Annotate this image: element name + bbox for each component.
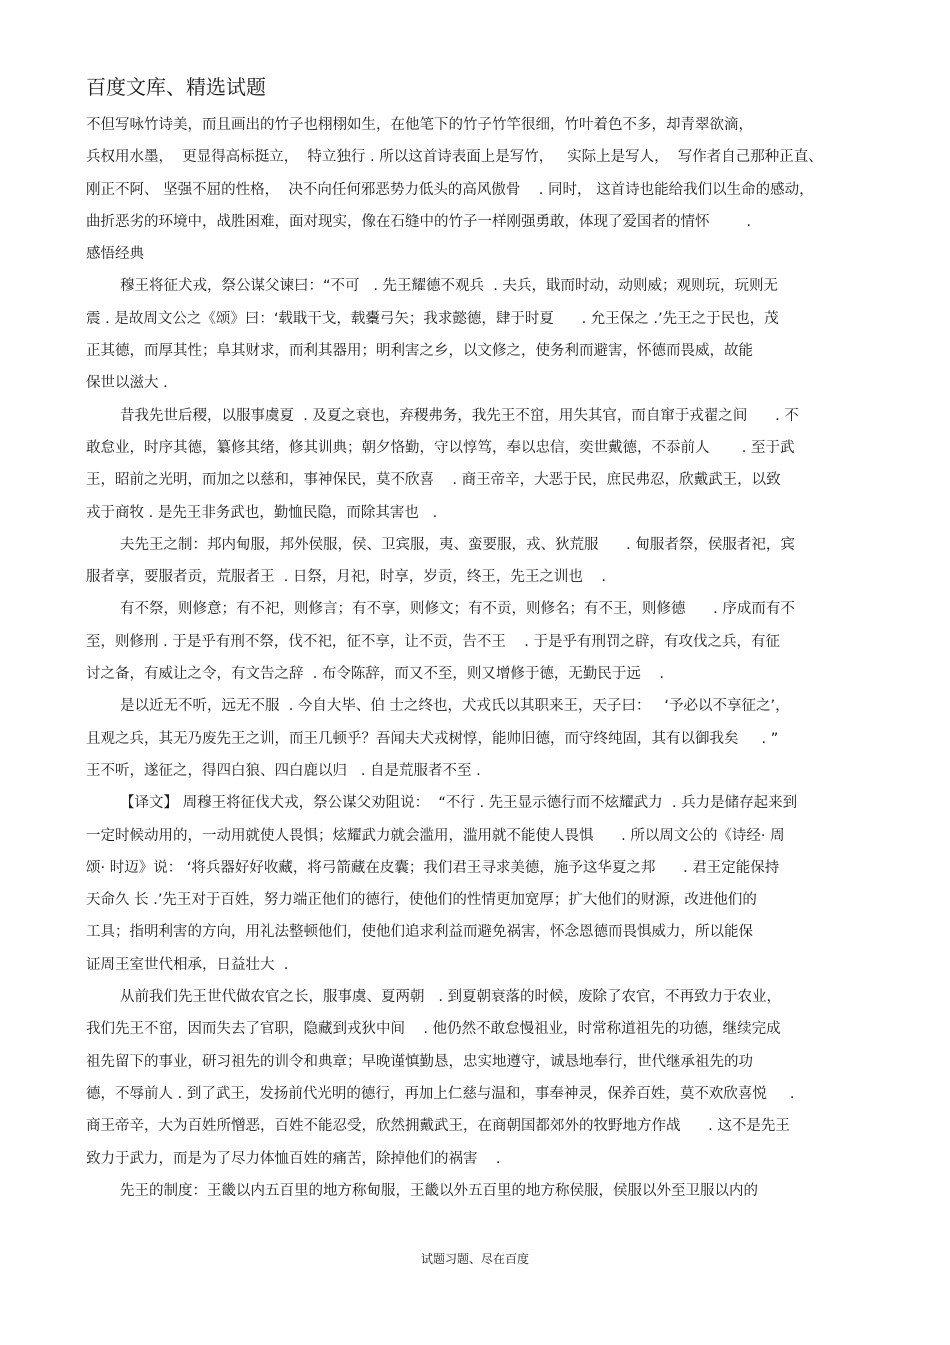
text-line: 夫先王之制：邦内甸服，邦外侯服，侯、卫宾服，夷、蛮要服，戎、狄荒服 . 甸服者祭，侯服者祀，宾 — [120, 536, 795, 553]
text-line: 穆王将征犬戎，祭公谋父谏曰：“不可 . 先王耀德不观兵 . 夫兵，戢而时动，动则威；观则玩，玩则无 — [120, 278, 778, 295]
text-line: 证周王室世代相承，日益壮大 . — [86, 956, 289, 973]
text-line: 讨之备，有威让之令，有文告之辞 . 布令陈辞，而又不至，则又增修于德，无勤民于远 . — [86, 666, 664, 683]
text-line: 服者享，要服者贡，荒服者王 . 日祭，月祀，时享，岁贡，终王，先王之训也 . — [86, 569, 606, 586]
text-line: 【译文】 周穆王将征伐犬戎，祭公谋父劝阻说： “不行 . 先王显示德行而不炫耀武力 . 兵力是储存起来到 — [120, 795, 798, 812]
text-line: 保世以滋大 . — [86, 375, 168, 392]
text-line: 一定时候动用的，一动用就使人畏惧；炫耀武力就会滥用，滥用就不能使人畏惧 . 所以周文公的《诗经· 周 — [86, 827, 785, 844]
text-line: 敢怠业，时序其德，纂修其绪，修其训典；朝夕恪勤，守以惇笃，奉以忠信，奕世戴德，不忝前人 . 至于武 — [86, 439, 795, 456]
text-line: 天命久 长 .’先王对于百姓，努力端正他们的德行，使他们的性情更加宽厚；扩大他们的财源，改进他们的 — [86, 892, 757, 909]
text-line: 先王的制度：王畿以内五百里的地方称甸服，王畿以外五百里的地方称侯服，侯服以外至卫服以内的 — [120, 1182, 758, 1199]
text-line: 刚正不阿、 坚强不屈的性格， 决不向任何邪恶势力低头的高风傲骨 . 同时， 这首诗也能给我们以生命的感动， — [86, 181, 814, 198]
text-line: 颂· 时迈》说： ‘将兵器好好收藏，将弓箭藏在皮囊；我们君王寻求美德，施予这华夏之邦 . 君王定能保持 — [86, 859, 780, 876]
text-line: 从前我们先王世代做农官之长，服事虞、夏两朝 . 到夏朝衰落的时候，废除了农官，不再致力于农业， — [120, 989, 782, 1006]
document-title: 百度文库、精选试题 — [86, 75, 266, 99]
document-body — [86, 113, 876, 1211]
text-line: 感悟经典 — [86, 246, 144, 263]
text-line: 王不听，遂征之，得四白狼、四白鹿以归 . 自是荒服者不至 . — [86, 762, 481, 779]
text-line: 是以近无不听，远无不服 . 今自大毕、伯 士之终也，犬戎氏以其职来王，天子曰： ‘予必以不享征之’， — [120, 698, 790, 715]
text-line: 震 . 是故周文公之《颂》曰：‘载戢干戈，载櫜弓矢；我求懿德，肆于时夏 . 允王保之 .’先王之于民也，茂 — [86, 310, 779, 327]
text-line: 兵权用水墨， 更显得高标挺立， 特立独行 . 所以这首诗表面上是写竹， 实际上是写人， 写作者自己那种正直、 — [86, 149, 823, 166]
text-line: 昔我先世后稷，以服事虞夏 . 及夏之衰也，弃稷弗务，我先王不窋，用失其官，而自窜于戎翟之间 . 不 — [120, 407, 799, 424]
text-line: 至，则修刑 . 于是乎有刑不祭，伐不祀，征不享，让不贡，告不王 . 于是乎有刑罚之辟，有攻伐之兵，有征 — [86, 633, 780, 650]
text-line: 不但写咏竹诗美，而且画出的竹子也栩栩如生，在他笔下的竹子竹竿很细，竹叶着色不多，却青翠欲滴， — [86, 117, 753, 133]
text-line: 德，不辱前人 . 到了武王，发扬前代光明的德行，再加上仁慈与温和，事奉神灵，保养百姓，莫不欢欣喜悦 . — [86, 1085, 795, 1102]
text-line: 有不祭，则修意；有不祀，则修言；有不享，则修文；有不贡，则修名；有不王，则修德 . 序成而有不 — [120, 601, 795, 618]
text-line: 曲折恶劣的环境中，战胜困难，面对现实，像在石缝中的竹子一样刚强勇敢，体现了爱国者的情怀 . — [86, 213, 751, 230]
page-footer: 试题习题、尽在百度 — [420, 1252, 529, 1266]
text-line: 戎于商牧 . 是先王非务武也，勤恤民隐，而除其害也 . — [86, 504, 438, 521]
text-line: 工具；指明利害的方向，用礼法整顿他们，使他们追求利益而避免祸害，怀念恩德而畏惧威力，所以能保 — [86, 924, 753, 941]
text-line: 致力于武力，而是为了尽力体恤百姓的痛苦，除掉他们的祸害 . — [86, 1150, 501, 1167]
text-line: 正其德，而厚其性；阜其财求，而利其器用；明利害之乡，以文修之，使务利而避害，怀德而畏威，故能 — [86, 343, 753, 360]
text-line: 祖先留下的事业，研习祖先的训令和典章；早晚谨慎勤恳，忠实地遵守，诚恳地奉行，世代继承祖先的功 — [86, 1053, 753, 1070]
text-line: 我们先王不窋，因而失去了官职，隐藏到戎狄中间 . 他仍然不敢怠慢祖业，时常称道祖先的功德，继续完成 — [86, 1021, 781, 1038]
text-line: 且观之兵，其无乃废先王之训，而王几顿乎？吾闻夫犬戎树惇，能帅旧德，而守终纯固，其有以御我矣 . ” — [86, 730, 779, 747]
text-line: 王，昭前之光明，而加之以慈和，事神保民，莫不欣喜 . 商王帝辛，大恶于民，庶民弗忍，欣戴武王，以致 — [86, 472, 781, 489]
text-line: 商王帝辛，大为百姓所憎恶，百姓不能忍受，欣然拥戴武王，在商朝国都郊外的牧野地方作战 . 这不是先王 — [86, 1118, 790, 1135]
